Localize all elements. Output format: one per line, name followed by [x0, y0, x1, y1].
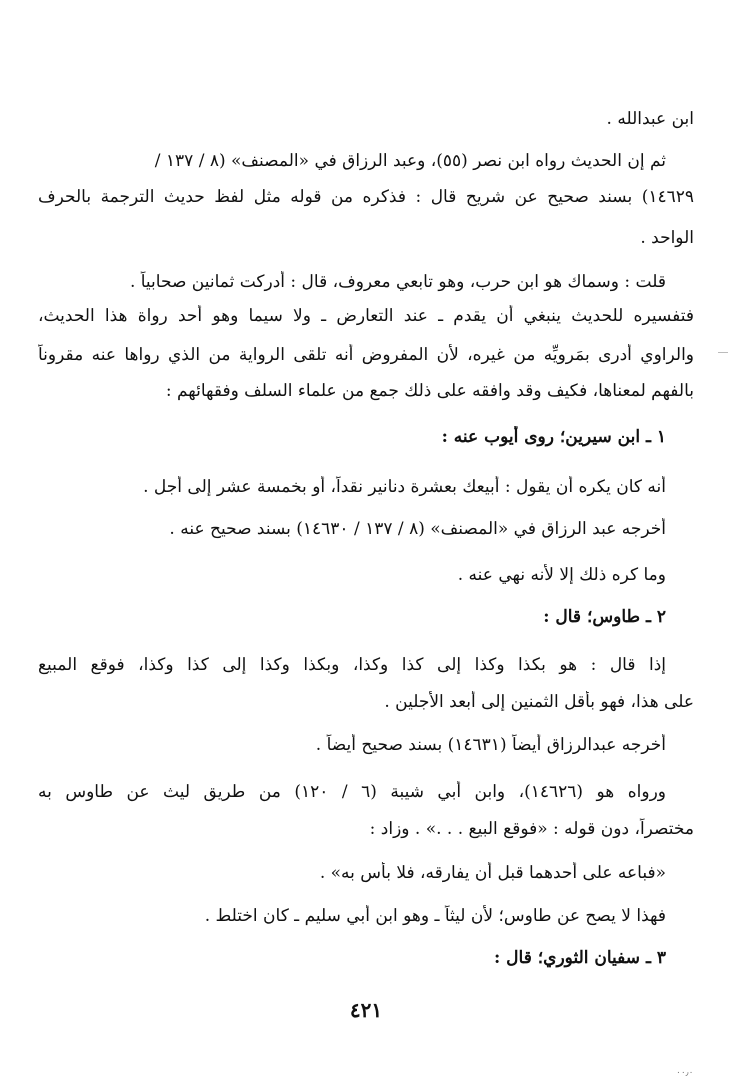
section-heading-2: ٢ ـ طاوس؛ قال :	[543, 607, 666, 627]
text-line-6: فتفسيره للحديث ينبغي أن يقدم ـ عند التعارض ـ ولا سيما وهو أحد رواة هذا الحديث،	[38, 306, 694, 326]
text-line-7: والراوي أدرى بمَرويِّه من غيره، لأن المفروض أنه تلقى الرواية من الذي رواها عنه مقروناً	[38, 345, 694, 365]
text-line-1: ابن عبدالله .	[606, 109, 694, 129]
text-line-16: أخرجه عبدالرزاق أيضاً (١٤٦٣١) بسند صحيح أيضاً .	[315, 735, 666, 755]
text-line-19: «فباعه على أحدهما قبل أن يفارقه، فلا بأس به» .	[319, 863, 666, 883]
text-line-14: إذا قال : هو بكذا وكذا إلى كذا وكذا، وبكذا وكذا إلى كذا وكذا، فوقع المبيع	[38, 655, 666, 675]
text-line-4: الواحد .	[640, 228, 694, 248]
page-number: ٤٢١	[349, 998, 383, 1022]
text-line-11: أخرجه عبد الرزاق في «المصنف» (٨ / ١٣٧ / ١٤٦٣٠) بسند صحيح عنه .	[169, 519, 666, 539]
text-line-18: مختصراً، دون قوله : «فوقع البيع . . .» . وزاد :	[369, 819, 694, 839]
text-line-2: ثم إن الحديث رواه ابن نصر (٥٥)، وعبد الرزاق في «المصنف» (٨ / ١٣٧ /	[154, 151, 666, 171]
text-line-15: على هذا، فهو بأقل الثمنين إلى أبعد الأجلين .	[384, 692, 694, 712]
text-line-20: فهذا لا يصح عن طاوس؛ لأن ليثاً ـ وهو ابن أبي سليم ـ كان اختلط .	[204, 906, 666, 926]
section-heading-1: ١ ـ ابن سيرين؛ روى أيوب عنه :	[441, 427, 666, 447]
text-line-5: قلت : وسماك هو ابن حرب، وهو تابعي معروف، قال : أدركت ثمانين صحابياً .	[129, 272, 666, 292]
margin-tick	[718, 352, 728, 353]
text-line-3: ١٤٦٢٩) بسند صحيح عن شريح قال : فذكره من قوله مثل لفظ حديث الترجمة بالحرف	[38, 187, 694, 207]
corner-mark: ۰۰٫۰	[676, 1068, 694, 1078]
text-line-17: ورواه هو (١٤٦٢٦)، وابن أبي شيبة (٦ / ١٢٠) من طريق ليث عن طاوس به	[38, 782, 666, 802]
text-line-12: وما كره ذلك إلا لأنه نهي عنه .	[457, 565, 666, 585]
text-line-8: بالفهم لمعناها، فكيف وقد وافقه على ذلك جمع من علماء السلف وفقهائهم :	[165, 381, 694, 401]
section-heading-3: ٣ ـ سفيان الثوري؛ قال :	[493, 948, 666, 968]
text-line-10: أنه كان يكره أن يقول : أبيعك بعشرة دنانير نقداً، أو بخمسة عشر إلى أجل .	[143, 477, 666, 497]
